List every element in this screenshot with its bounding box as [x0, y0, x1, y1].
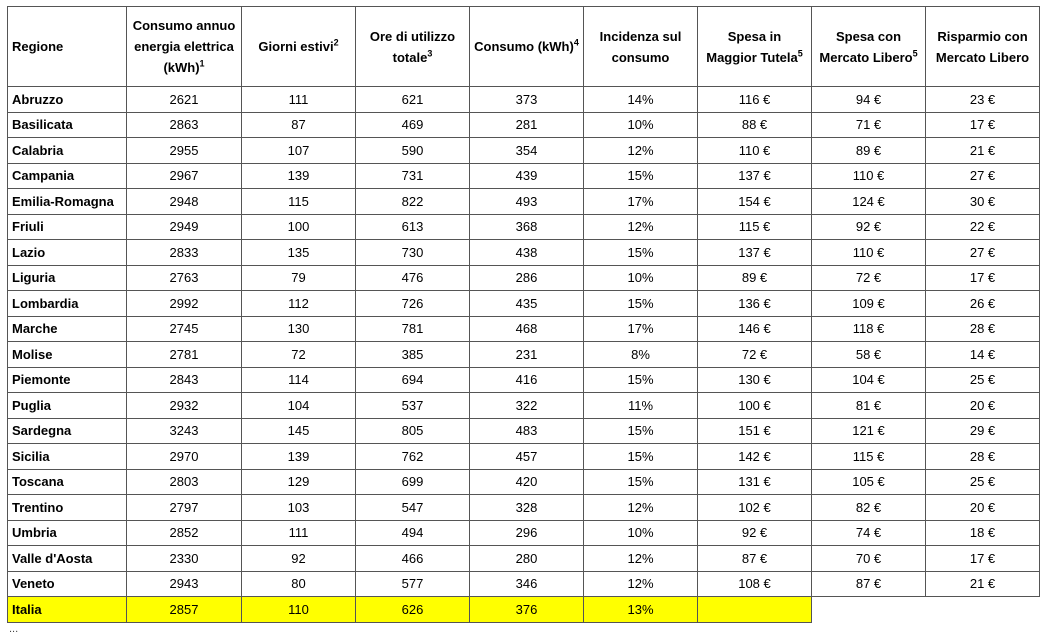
- table-cell: 493: [470, 189, 584, 215]
- table-cell: 10%: [584, 112, 698, 138]
- table-cell: 286: [470, 265, 584, 291]
- table-cell: 89 €: [698, 265, 812, 291]
- table-cell: 111: [242, 520, 356, 546]
- table-cell: 100 €: [698, 393, 812, 419]
- total-cell: [812, 597, 926, 623]
- table-cell: 25 €: [926, 469, 1040, 495]
- footnote-marker: 2: [333, 37, 339, 48]
- table-cell: 92 €: [698, 520, 812, 546]
- table-cell: 21 €: [926, 571, 1040, 597]
- table-cell: 280: [470, 546, 584, 572]
- region-name: Veneto: [8, 571, 127, 597]
- table-cell: 109 €: [812, 291, 926, 317]
- region-name: Sardegna: [8, 418, 127, 444]
- table-row: [8, 444, 1040, 470]
- table-cell: 420: [470, 469, 584, 495]
- table-cell: 74 €: [812, 520, 926, 546]
- column-header-label: Spesa in Maggior Tutela: [706, 28, 798, 65]
- total-cell: 13%: [584, 597, 698, 623]
- table-row: [8, 393, 1040, 419]
- table-row: [8, 571, 1040, 597]
- table-cell: 118 €: [812, 316, 926, 342]
- table-cell: 135: [242, 240, 356, 266]
- table-cell: 87: [242, 112, 356, 138]
- table-cell: 2852: [127, 520, 242, 546]
- table-cell: 30 €: [926, 189, 1040, 215]
- column-header-label: Regione: [12, 39, 64, 54]
- table-cell: 88 €: [698, 112, 812, 138]
- table-cell: 20 €: [926, 495, 1040, 521]
- table-cell: 10%: [584, 265, 698, 291]
- table-cell: 2781: [127, 342, 242, 368]
- table-cell: 89 €: [812, 138, 926, 164]
- table-row: [8, 214, 1040, 240]
- table-cell: 137 €: [698, 163, 812, 189]
- column-header-label: Giorni estivi: [258, 39, 334, 54]
- footnote-marker: 4: [573, 37, 579, 48]
- table-cell: 114: [242, 367, 356, 393]
- table-cell: 139: [242, 444, 356, 470]
- table-cell: 81 €: [812, 393, 926, 419]
- table-cell: 2967: [127, 163, 242, 189]
- table-cell: 731: [356, 163, 470, 189]
- table-cell: 58 €: [812, 342, 926, 368]
- table-cell: 12%: [584, 214, 698, 240]
- table-cell: 2330: [127, 546, 242, 572]
- table-cell: 136 €: [698, 291, 812, 317]
- table-row: [8, 495, 1040, 521]
- region-name: Toscana: [8, 469, 127, 495]
- table-cell: 231: [470, 342, 584, 368]
- table-cell: 17 €: [926, 546, 1040, 572]
- table-cell: 110 €: [812, 240, 926, 266]
- table-row: [8, 112, 1040, 138]
- table-row: [8, 138, 1040, 164]
- table-cell: 104 €: [812, 367, 926, 393]
- table-row: [8, 469, 1040, 495]
- table-cell: 139: [242, 163, 356, 189]
- table-cell: 537: [356, 393, 470, 419]
- column-header: [926, 7, 1040, 87]
- table-cell: 154 €: [698, 189, 812, 215]
- table-cell: 21 €: [926, 138, 1040, 164]
- table-cell: 142 €: [698, 444, 812, 470]
- table-cell: 281: [470, 112, 584, 138]
- table-cell: 457: [470, 444, 584, 470]
- table-cell: 322: [470, 393, 584, 419]
- region-name: Trentino: [8, 495, 127, 521]
- table-cell: 92: [242, 546, 356, 572]
- table-cell: 577: [356, 571, 470, 597]
- table-cell: 17%: [584, 316, 698, 342]
- table-cell: 110 €: [812, 163, 926, 189]
- table-cell: 2833: [127, 240, 242, 266]
- table-row: [8, 265, 1040, 291]
- table-cell: 14 €: [926, 342, 1040, 368]
- table-cell: 124 €: [812, 189, 926, 215]
- table-cell: 20 €: [926, 393, 1040, 419]
- table-row: [8, 87, 1040, 113]
- footer-ellipsis: ...: [9, 623, 19, 635]
- table-cell: 11%: [584, 393, 698, 419]
- table-row: [8, 189, 1040, 215]
- table-cell: 115 €: [698, 214, 812, 240]
- column-header-label: Incidenza sul consumo: [599, 28, 682, 65]
- table-cell: 15%: [584, 469, 698, 495]
- table-cell: 621: [356, 87, 470, 113]
- table-cell: 328: [470, 495, 584, 521]
- table-cell: 70 €: [812, 546, 926, 572]
- table-cell: 105 €: [812, 469, 926, 495]
- table-row: [8, 240, 1040, 266]
- table-cell: 2970: [127, 444, 242, 470]
- table-cell: 79: [242, 265, 356, 291]
- total-cell: 376: [470, 597, 584, 623]
- table-cell: 354: [470, 138, 584, 164]
- table-cell: 151 €: [698, 418, 812, 444]
- table-cell: 822: [356, 189, 470, 215]
- table-cell: 15%: [584, 240, 698, 266]
- footnote-marker: 3: [427, 48, 433, 59]
- table-cell: 468: [470, 316, 584, 342]
- table-cell: 694: [356, 367, 470, 393]
- table-cell: 23 €: [926, 87, 1040, 113]
- footnote-marker: 5: [797, 48, 803, 59]
- table-cell: 726: [356, 291, 470, 317]
- total-cell: [926, 597, 1040, 623]
- region-name: Sicilia: [8, 444, 127, 470]
- table-cell: 2763: [127, 265, 242, 291]
- region-name: Lazio: [8, 240, 127, 266]
- table-cell: 145: [242, 418, 356, 444]
- column-header-label: Ore di utilizzo totale: [369, 28, 456, 65]
- table-cell: 2943: [127, 571, 242, 597]
- table-row: [8, 342, 1040, 368]
- table-cell: 10%: [584, 520, 698, 546]
- table-row: [8, 316, 1040, 342]
- table-cell: 72 €: [812, 265, 926, 291]
- column-header: [812, 7, 926, 87]
- table-cell: 104: [242, 393, 356, 419]
- table-cell: 29 €: [926, 418, 1040, 444]
- table-cell: 368: [470, 214, 584, 240]
- table-cell: 2992: [127, 291, 242, 317]
- table-cell: 466: [356, 546, 470, 572]
- table-cell: 17 €: [926, 112, 1040, 138]
- table-cell: 121 €: [812, 418, 926, 444]
- column-header: [127, 7, 242, 87]
- table-cell: 146 €: [698, 316, 812, 342]
- table-cell: 373: [470, 87, 584, 113]
- table-cell: 730: [356, 240, 470, 266]
- table-cell: 2863: [127, 112, 242, 138]
- total-cell: [698, 597, 812, 623]
- table-cell: 130: [242, 316, 356, 342]
- column-header: [242, 7, 356, 87]
- table-cell: 15%: [584, 418, 698, 444]
- table-cell: 2955: [127, 138, 242, 164]
- table-cell: 115 €: [812, 444, 926, 470]
- table-cell: 12%: [584, 571, 698, 597]
- column-header: [584, 7, 698, 87]
- table-row: [8, 291, 1040, 317]
- table-cell: 102 €: [698, 495, 812, 521]
- table-cell: 103: [242, 495, 356, 521]
- region-name: Calabria: [8, 138, 127, 164]
- table-cell: 12%: [584, 138, 698, 164]
- table-cell: 781: [356, 316, 470, 342]
- column-header-label: Risparmio con Mercato Libero: [935, 28, 1030, 65]
- region-name: Molise: [8, 342, 127, 368]
- table-cell: 2948: [127, 189, 242, 215]
- table-cell: 100: [242, 214, 356, 240]
- table-cell: 72 €: [698, 342, 812, 368]
- column-header: [8, 7, 127, 87]
- table-cell: 87 €: [812, 571, 926, 597]
- total-cell: 626: [356, 597, 470, 623]
- table-cell: 27 €: [926, 163, 1040, 189]
- table-cell: 547: [356, 495, 470, 521]
- table-cell: 111: [242, 87, 356, 113]
- table-cell: 2803: [127, 469, 242, 495]
- table-cell: 762: [356, 444, 470, 470]
- table-cell: 613: [356, 214, 470, 240]
- table-row: [8, 546, 1040, 572]
- table-cell: 15%: [584, 367, 698, 393]
- region-name: Puglia: [8, 393, 127, 419]
- table-header: [8, 7, 1040, 87]
- column-header-label: Consumo annuo energia elettrica (kWh): [132, 18, 236, 75]
- header-row: [8, 7, 1040, 87]
- table-cell: 2797: [127, 495, 242, 521]
- table-cell: 71 €: [812, 112, 926, 138]
- table-cell: 469: [356, 112, 470, 138]
- region-name: Emilia-Romagna: [8, 189, 127, 215]
- region-name: Valle d'Aosta: [8, 546, 127, 572]
- table-cell: 131 €: [698, 469, 812, 495]
- table-cell: 115: [242, 189, 356, 215]
- table-cell: 435: [470, 291, 584, 317]
- table-row: [8, 367, 1040, 393]
- table-cell: 494: [356, 520, 470, 546]
- table-cell: 416: [470, 367, 584, 393]
- region-name: Campania: [8, 163, 127, 189]
- table-cell: 805: [356, 418, 470, 444]
- table-cell: 2843: [127, 367, 242, 393]
- table-cell: 28 €: [926, 444, 1040, 470]
- total-cell: 2857: [127, 597, 242, 623]
- table-cell: 12%: [584, 546, 698, 572]
- total-label: Italia: [8, 597, 127, 623]
- table-cell: 27 €: [926, 240, 1040, 266]
- table-cell: 2745: [127, 316, 242, 342]
- table-cell: 439: [470, 163, 584, 189]
- table-cell: 80: [242, 571, 356, 597]
- table-cell: 15%: [584, 444, 698, 470]
- region-name: Piemonte: [8, 367, 127, 393]
- table-cell: 699: [356, 469, 470, 495]
- region-name: Liguria: [8, 265, 127, 291]
- table-cell: 28 €: [926, 316, 1040, 342]
- table-cell: 483: [470, 418, 584, 444]
- region-name: Marche: [8, 316, 127, 342]
- table-cell: 438: [470, 240, 584, 266]
- table-cell: 2932: [127, 393, 242, 419]
- region-name: Abruzzo: [8, 87, 127, 113]
- table-cell: 17%: [584, 189, 698, 215]
- column-header: [356, 7, 470, 87]
- table-cell: 15%: [584, 291, 698, 317]
- table-cell: 3243: [127, 418, 242, 444]
- table-cell: 26 €: [926, 291, 1040, 317]
- table-cell: 92 €: [812, 214, 926, 240]
- table-row: [8, 418, 1040, 444]
- total-row: [8, 597, 1040, 623]
- table-cell: 87 €: [698, 546, 812, 572]
- column-header: [698, 7, 812, 87]
- table-cell: 82 €: [812, 495, 926, 521]
- total-cell: 110: [242, 597, 356, 623]
- region-name: Basilicata: [8, 112, 127, 138]
- table-cell: 25 €: [926, 367, 1040, 393]
- region-name: Friuli: [8, 214, 127, 240]
- table-cell: 94 €: [812, 87, 926, 113]
- table-cell: 129: [242, 469, 356, 495]
- table-cell: 107: [242, 138, 356, 164]
- region-name: Umbria: [8, 520, 127, 546]
- table-cell: 8%: [584, 342, 698, 368]
- table-cell: 110 €: [698, 138, 812, 164]
- table-cell: 17 €: [926, 265, 1040, 291]
- table-cell: 72: [242, 342, 356, 368]
- table-cell: 18 €: [926, 520, 1040, 546]
- region-name: Lombardia: [8, 291, 127, 317]
- footnote-marker: 5: [912, 48, 918, 59]
- table-cell: 116 €: [698, 87, 812, 113]
- table-cell: 296: [470, 520, 584, 546]
- table-cell: 2949: [127, 214, 242, 240]
- column-header: [470, 7, 584, 87]
- table-cell: 14%: [584, 87, 698, 113]
- table-cell: 22 €: [926, 214, 1040, 240]
- table-cell: 476: [356, 265, 470, 291]
- table-cell: 130 €: [698, 367, 812, 393]
- column-header-label: Spesa con Mercato Libero: [819, 28, 913, 65]
- table-cell: 12%: [584, 495, 698, 521]
- regional-energy-table: [7, 6, 1040, 623]
- table-cell: 2621: [127, 87, 242, 113]
- table-cell: 15%: [584, 163, 698, 189]
- table-cell: 112: [242, 291, 356, 317]
- table-cell: 385: [356, 342, 470, 368]
- table-cell: 108 €: [698, 571, 812, 597]
- table-cell: 346: [470, 571, 584, 597]
- table-cell: 137 €: [698, 240, 812, 266]
- table-body: [8, 87, 1040, 623]
- footnote-marker: 1: [199, 58, 205, 69]
- table-row: [8, 520, 1040, 546]
- column-header-label: Consumo (kWh): [474, 39, 574, 54]
- table-row: [8, 163, 1040, 189]
- table-cell: 590: [356, 138, 470, 164]
